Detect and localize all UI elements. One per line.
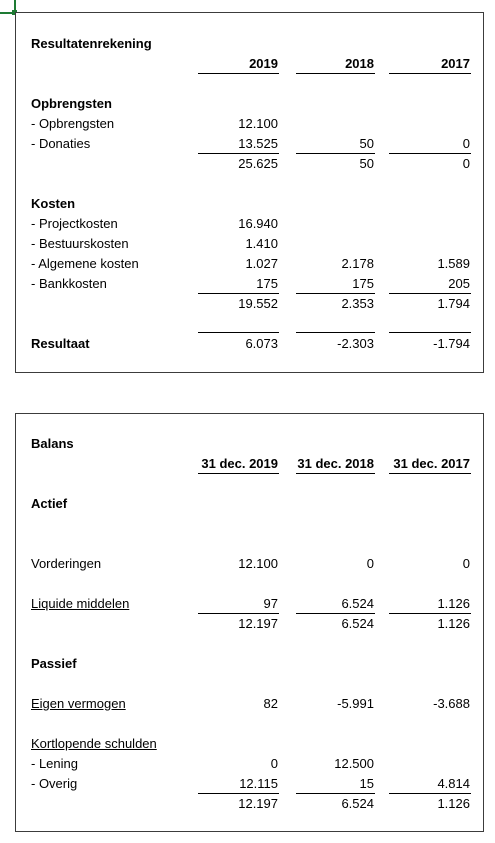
header-underline [296, 473, 375, 474]
result-line [296, 332, 375, 333]
value-2019: 12.100 [238, 556, 278, 571]
value-2017: 4.814 [437, 776, 470, 791]
header-underline [198, 73, 279, 74]
row-label: - Bankkosten [31, 276, 107, 291]
value-2019: 1.410 [245, 236, 278, 251]
total-2019: 12.197 [238, 796, 278, 811]
result-line [198, 332, 279, 333]
value-2018: 50 [359, 136, 374, 151]
row-label: - Opbrengsten [31, 116, 115, 131]
header-underline [198, 473, 279, 474]
result-line [389, 332, 471, 333]
table-row [16, 234, 483, 254]
table-row [16, 594, 483, 614]
total-2018: 50 [359, 156, 374, 171]
balans-panel [15, 413, 484, 832]
table-row [16, 254, 483, 274]
row-label: - Donaties [31, 136, 91, 151]
value-2019: 0 [270, 756, 278, 771]
total-2017: 1.794 [437, 296, 470, 311]
value-2019: 13.525 [238, 136, 278, 151]
value-2017: 0 [462, 556, 470, 571]
table-row [16, 774, 483, 794]
actief-heading: Actief [31, 496, 68, 511]
value-2018: 2.178 [341, 256, 374, 271]
resultaat-2017: -1.794 [433, 336, 470, 351]
table-row [16, 214, 483, 234]
table-row [16, 754, 483, 774]
value-2019: 16.940 [238, 216, 278, 231]
value-2018: 15 [359, 776, 374, 791]
value-2017: 0 [462, 136, 470, 151]
resultatenrekening-title: Resultatenrekening [31, 36, 152, 51]
balans-title: Balans [31, 436, 74, 451]
value-2019: 1.027 [245, 256, 278, 271]
balans-title-row [16, 434, 483, 454]
value-2018: 0 [366, 556, 374, 571]
header-underline [296, 73, 375, 74]
date-header-2019: 31 dec. 2019 [201, 456, 278, 471]
year-header-2019: 2019 [249, 56, 278, 71]
value-2018: 12.500 [334, 756, 374, 771]
row-label: Liquide middelen [31, 596, 130, 611]
kortlopende-heading: Kortlopende schulden [31, 736, 157, 751]
value-2019: 12.100 [238, 116, 278, 131]
value-2017: -3.688 [433, 696, 470, 711]
resultaat-label: Resultaat [31, 336, 90, 351]
kortlopende-heading-row [16, 734, 483, 754]
value-2017: 205 [448, 276, 470, 291]
row-label: Eigen vermogen [31, 696, 126, 711]
year-header-2017: 2017 [441, 56, 470, 71]
row-label: - Algemene kosten [31, 256, 139, 271]
value-2019: 82 [263, 696, 278, 711]
passief-heading-row [16, 654, 483, 674]
resultaat-row [16, 334, 483, 354]
passief-total-row [16, 794, 483, 814]
value-2019: 97 [263, 596, 278, 611]
year-header-row [16, 54, 483, 74]
value-2018: -5.991 [337, 696, 374, 711]
date-header-2017: 31 dec. 2017 [393, 456, 470, 471]
table-row [16, 134, 483, 154]
opbrengsten-heading: Opbrengsten [31, 96, 112, 111]
resultatenrekening-title-row [16, 34, 483, 54]
passief-heading: Passief [31, 656, 77, 671]
value-2017: 1.589 [437, 256, 470, 271]
total-2018: 6.524 [341, 616, 374, 631]
total-2018: 2.353 [341, 296, 374, 311]
total-2017: 1.126 [437, 616, 470, 631]
kosten-heading-row [16, 194, 483, 214]
total-2018: 6.524 [341, 796, 374, 811]
kosten-heading: Kosten [31, 196, 76, 211]
opbrengsten-total-row [16, 154, 483, 174]
resultaat-2018: -2.303 [337, 336, 374, 351]
table-row [16, 114, 483, 134]
date-header-2018: 31 dec. 2018 [297, 456, 374, 471]
table-row [16, 694, 483, 714]
total-2019: 25.625 [238, 156, 278, 171]
opbrengsten-heading-row [16, 94, 483, 114]
total-2019: 19.552 [238, 296, 278, 311]
row-label: - Projectkosten [31, 216, 118, 231]
total-2019: 12.197 [238, 616, 278, 631]
actief-total-row [16, 614, 483, 634]
total-2017: 0 [462, 156, 470, 171]
header-underline [389, 73, 471, 74]
year-header-2018: 2018 [345, 56, 374, 71]
row-label: Vorderingen [31, 556, 102, 571]
row-label: - Lening [31, 756, 78, 771]
resultatenrekening-panel [15, 12, 484, 373]
total-2017: 1.126 [437, 796, 470, 811]
value-2017: 1.126 [437, 596, 470, 611]
kosten-total-row [16, 294, 483, 314]
header-underline [389, 473, 471, 474]
row-label: - Overig [31, 776, 78, 791]
resultaat-2019: 6.073 [245, 336, 278, 351]
value-2018: 6.524 [341, 596, 374, 611]
table-row [16, 274, 483, 294]
actief-heading-row [16, 494, 483, 514]
table-row [16, 554, 483, 574]
date-header-row [16, 454, 483, 474]
value-2018: 175 [352, 276, 374, 291]
row-label: - Bestuurskosten [31, 236, 129, 251]
value-2019: 175 [256, 276, 278, 291]
value-2019: 12.115 [239, 776, 278, 791]
